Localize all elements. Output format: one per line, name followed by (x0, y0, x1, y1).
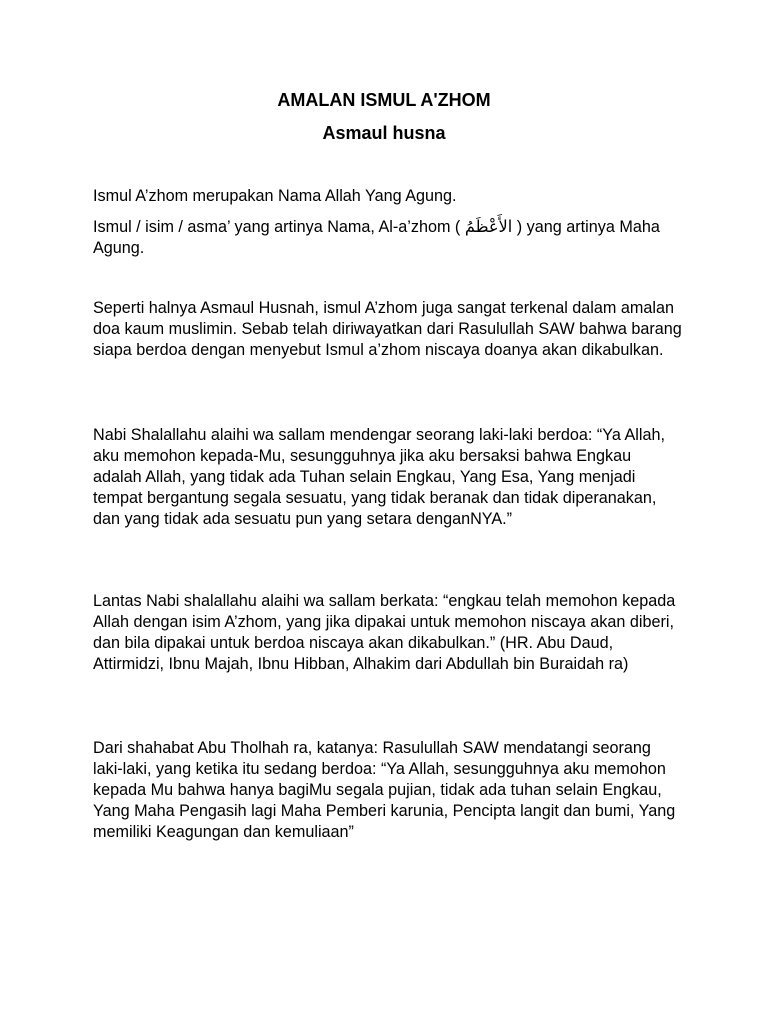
paragraph-2-text: Nabi Shalallahu alaihi wa sallam mendengar seorang laki-laki berdoa: “Ya Allah, aku memohon kepada-Mu, sesungguhnya jika aku bersaksi bahwa Engkau adalah Allah, yang tidak ada Tuhan selain Engkau, Yang Esa, Yang menjadi tempat bergantung segala sesuatu, yang tidak beranak dan tidak diperanakan, dan yang tidak ada sesuatu pun yang setara denganNYA.” (93, 426, 665, 528)
intro-line-2-after: ) yang artinya Maha Agung. (93, 218, 660, 257)
document-subtitle: Asmaul husna (322, 123, 446, 143)
arabic-word-al-azhom: الأَعْظَمُ (464, 217, 513, 236)
paragraph-1 (93, 298, 683, 361)
document-title: AMALAN ISMUL A'ZHOM (277, 90, 491, 110)
intro-line-1-text: Ismul A’zhom merupakan Nama Allah Yang Agung. (93, 187, 457, 205)
paragraph-4 (93, 738, 683, 843)
paragraph-2 (93, 425, 683, 530)
paragraph-1-text: Seperti halnya Asmaul Husnah, ismul A’zhom juga sangat terkenal dalam amalan doa kaum muslimin. Sebab telah diriwayatkan dari Rasulullah SAW bahwa barang siapa berdoa dengan menyebut Ismul a’zhom niscaya doanya akan dikabulkan. (93, 299, 682, 359)
intro-paragraph-1 (93, 186, 683, 207)
paragraph-3-text: Lantas Nabi shalallahu alaihi wa sallam berkata: “engkau telah memohon kepada Allah dengan isim A’zhom, yang jika dipakai untuk memohon niscaya akan diberi, dan bila dipakai untuk berdoa niscaya akan dikabulkan.” (HR. Abu Daud, Attirmidzi, Ibnu Majah, Ibnu Hibban, Alhakim dari Abdullah bin Buraidah ra) (93, 592, 676, 673)
intro-line-2-before: Ismul / isim / asma’ yang artinya Nama, Al-a’zhom ( (93, 218, 461, 236)
paragraph-4-text: Dari shahabat Abu Tholhah ra, katanya: Rasulullah SAW mendatangi seorang laki-laki, yang ketika itu sedang berdoa: “Ya Allah, sesungguhnya aku memohon kepada Mu bahwa hanya bagiMu segala pujian, tidak ada tuhan selain Engkau, Yang Maha Pengasih lagi Maha Pemberi karunia, Pencipta langit dan bumi, Yang memiliki Keagungan dan kemuliaan” (93, 739, 676, 841)
intro-line-2-text (93, 216, 683, 259)
paragraph-3 (93, 591, 683, 675)
intro-paragraph-2 (93, 216, 683, 259)
